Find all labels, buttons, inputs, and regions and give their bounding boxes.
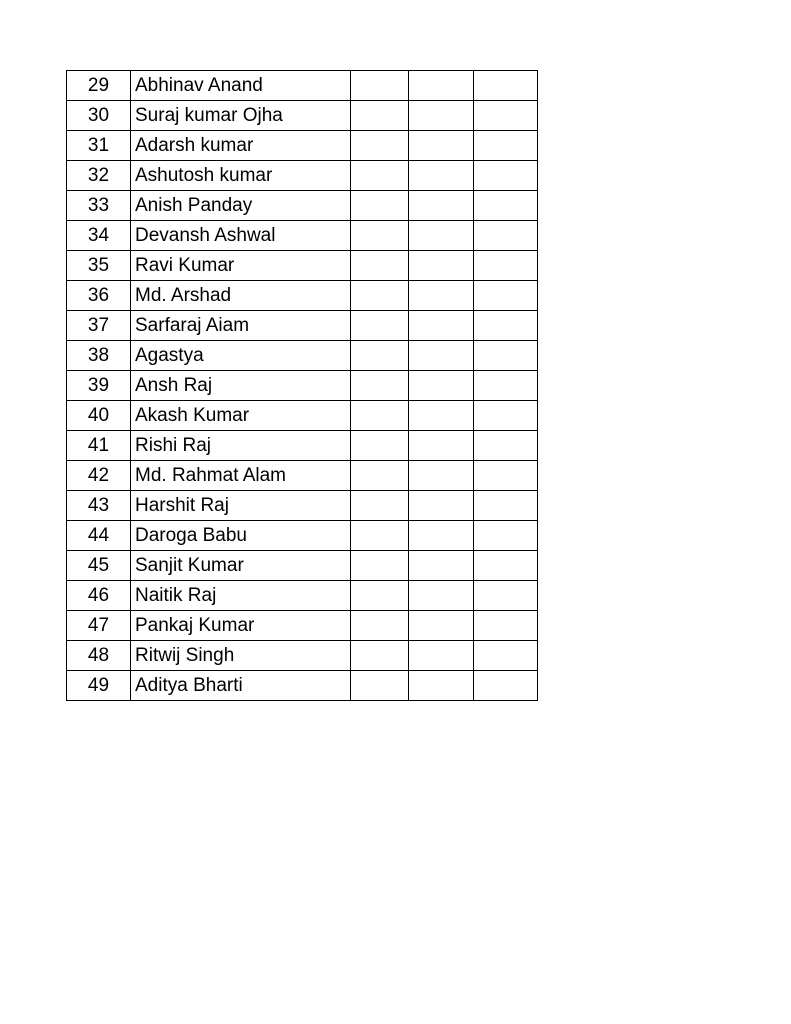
table-row xyxy=(67,641,538,671)
student-name-cell: Agastya xyxy=(131,341,351,371)
serial-number-cell: 31 xyxy=(67,131,131,161)
empty-cell xyxy=(474,131,538,161)
empty-cell xyxy=(474,221,538,251)
empty-cell xyxy=(474,551,538,581)
table-row xyxy=(67,101,538,131)
table-row xyxy=(67,341,538,371)
serial-number-cell: 32 xyxy=(67,161,131,191)
empty-cell xyxy=(351,491,409,521)
serial-number-cell: 40 xyxy=(67,401,131,431)
student-name-cell: Ravi Kumar xyxy=(131,251,351,281)
table-row xyxy=(67,551,538,581)
empty-cell xyxy=(474,161,538,191)
serial-number-cell: 42 xyxy=(67,461,131,491)
empty-cell xyxy=(351,161,409,191)
table-row xyxy=(67,221,538,251)
empty-cell xyxy=(409,551,474,581)
empty-cell xyxy=(409,371,474,401)
empty-cell xyxy=(409,671,474,701)
table-row xyxy=(67,491,538,521)
table-row xyxy=(67,611,538,641)
empty-cell xyxy=(409,431,474,461)
empty-cell xyxy=(474,251,538,281)
table-row xyxy=(67,461,538,491)
table-row xyxy=(67,521,538,551)
empty-cell xyxy=(409,161,474,191)
serial-number-cell: 30 xyxy=(67,101,131,131)
student-name-cell: Aditya Bharti xyxy=(131,671,351,701)
empty-cell xyxy=(474,431,538,461)
table-row xyxy=(67,131,538,161)
serial-number-cell: 48 xyxy=(67,641,131,671)
table-row xyxy=(67,281,538,311)
empty-cell xyxy=(474,671,538,701)
empty-cell xyxy=(409,491,474,521)
serial-number-cell: 35 xyxy=(67,251,131,281)
empty-cell xyxy=(474,311,538,341)
student-name-cell: Naitik Raj xyxy=(131,581,351,611)
empty-cell xyxy=(474,371,538,401)
student-name-cell: Md. Arshad xyxy=(131,281,351,311)
empty-cell xyxy=(474,641,538,671)
table-row xyxy=(67,671,538,701)
student-name-cell: Harshit Raj xyxy=(131,491,351,521)
empty-cell xyxy=(409,521,474,551)
student-name-cell: Devansh Ashwal xyxy=(131,221,351,251)
student-name-cell: Suraj kumar Ojha xyxy=(131,101,351,131)
empty-cell xyxy=(474,491,538,521)
table-row xyxy=(67,371,538,401)
empty-cell xyxy=(351,521,409,551)
empty-cell xyxy=(409,281,474,311)
empty-cell xyxy=(409,131,474,161)
serial-number-cell: 45 xyxy=(67,551,131,581)
table-row xyxy=(67,251,538,281)
empty-cell xyxy=(351,581,409,611)
student-name-cell: Sanjit Kumar xyxy=(131,551,351,581)
empty-cell xyxy=(409,641,474,671)
empty-cell xyxy=(351,671,409,701)
serial-number-cell: 44 xyxy=(67,521,131,551)
table-row xyxy=(67,161,538,191)
roster-table xyxy=(66,70,538,701)
table-row xyxy=(67,401,538,431)
empty-cell xyxy=(351,611,409,641)
empty-cell xyxy=(351,221,409,251)
empty-cell xyxy=(409,191,474,221)
empty-cell xyxy=(351,311,409,341)
table-row xyxy=(67,431,538,461)
empty-cell xyxy=(409,71,474,101)
student-name-cell: Ritwij Singh xyxy=(131,641,351,671)
empty-cell xyxy=(351,431,409,461)
empty-cell xyxy=(474,101,538,131)
student-name-cell: Rishi Raj xyxy=(131,431,351,461)
empty-cell xyxy=(474,611,538,641)
serial-number-cell: 46 xyxy=(67,581,131,611)
empty-cell xyxy=(409,341,474,371)
serial-number-cell: 43 xyxy=(67,491,131,521)
roster-table-body xyxy=(67,71,538,701)
empty-cell xyxy=(351,101,409,131)
student-name-cell: Ashutosh kumar xyxy=(131,161,351,191)
empty-cell xyxy=(474,281,538,311)
serial-number-cell: 36 xyxy=(67,281,131,311)
serial-number-cell: 34 xyxy=(67,221,131,251)
empty-cell xyxy=(474,461,538,491)
empty-cell xyxy=(474,581,538,611)
empty-cell xyxy=(409,401,474,431)
serial-number-cell: 47 xyxy=(67,611,131,641)
student-name-cell: Abhinav Anand xyxy=(131,71,351,101)
empty-cell xyxy=(474,341,538,371)
empty-cell xyxy=(474,71,538,101)
empty-cell xyxy=(351,71,409,101)
student-name-cell: Ansh Raj xyxy=(131,371,351,401)
empty-cell xyxy=(351,641,409,671)
empty-cell xyxy=(409,581,474,611)
empty-cell xyxy=(474,191,538,221)
empty-cell xyxy=(351,401,409,431)
empty-cell xyxy=(474,521,538,551)
student-name-cell: Pankaj Kumar xyxy=(131,611,351,641)
student-name-cell: Anish Panday xyxy=(131,191,351,221)
empty-cell xyxy=(351,461,409,491)
student-name-cell: Akash Kumar xyxy=(131,401,351,431)
serial-number-cell: 38 xyxy=(67,341,131,371)
empty-cell xyxy=(351,281,409,311)
serial-number-cell: 37 xyxy=(67,311,131,341)
empty-cell xyxy=(409,461,474,491)
empty-cell xyxy=(409,221,474,251)
table-row xyxy=(67,191,538,221)
serial-number-cell: 33 xyxy=(67,191,131,221)
serial-number-cell: 29 xyxy=(67,71,131,101)
student-name-cell: Daroga Babu xyxy=(131,521,351,551)
empty-cell xyxy=(474,401,538,431)
table-row xyxy=(67,311,538,341)
empty-cell xyxy=(409,101,474,131)
empty-cell xyxy=(351,341,409,371)
empty-cell xyxy=(409,311,474,341)
empty-cell xyxy=(351,251,409,281)
table-row xyxy=(67,581,538,611)
empty-cell xyxy=(351,551,409,581)
empty-cell xyxy=(351,131,409,161)
table-row xyxy=(67,71,538,101)
empty-cell xyxy=(409,251,474,281)
serial-number-cell: 49 xyxy=(67,671,131,701)
student-name-cell: Sarfaraj Aiam xyxy=(131,311,351,341)
serial-number-cell: 39 xyxy=(67,371,131,401)
student-name-cell: Md. Rahmat Alam xyxy=(131,461,351,491)
serial-number-cell: 41 xyxy=(67,431,131,461)
empty-cell xyxy=(351,191,409,221)
student-name-cell: Adarsh kumar xyxy=(131,131,351,161)
empty-cell xyxy=(409,611,474,641)
empty-cell xyxy=(351,371,409,401)
